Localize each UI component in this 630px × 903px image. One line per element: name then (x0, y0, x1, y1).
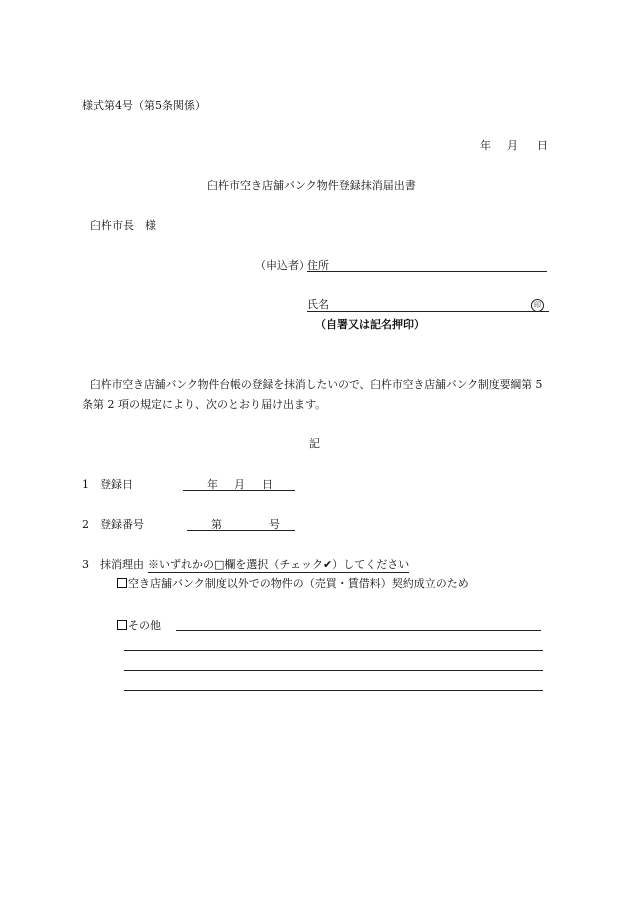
form-number: 様式第4号（第5条関係） (82, 99, 206, 112)
other-reason-line-4[interactable] (124, 690, 543, 691)
reason-option-contract[interactable] (117, 577, 469, 591)
body-line-2: 条第 2 項の規定により、次のとおり届け出ます。 (82, 398, 327, 411)
seal-icon: 印 (531, 299, 544, 312)
reason-option-contract-label: 空き店舗バンク制度以外での物件の（売買・賃借料）契約成立のため (128, 577, 469, 590)
date-year: 年 (480, 139, 491, 152)
name-label: 氏名 (307, 298, 329, 311)
checkbox-icon[interactable] (117, 578, 127, 588)
other-reason-line-2[interactable] (124, 650, 543, 651)
date-month: 月 (507, 139, 518, 152)
reason-option-other[interactable] (117, 619, 161, 633)
ki-heading: 記 (309, 437, 320, 450)
registration-no-line[interactable] (187, 530, 295, 531)
other-reason-line-1[interactable] (176, 630, 541, 631)
registration-date-label: 1 登録日 (82, 478, 133, 491)
address-line[interactable] (307, 271, 547, 272)
addressee: 臼杵市長 様 (90, 219, 156, 232)
body-line-1: 臼杵市空き店舗バンク物件台帳の登録を抹消したいので、臼杵市空き店舗バンク制度要綱第 5 (90, 378, 543, 391)
reason-instruction: ※いずれかの□欄を選択（チェック✔）してください (148, 558, 410, 571)
address-label: 住所 (307, 259, 329, 272)
registration-date-day: 日 (262, 478, 273, 491)
other-reason-line-3[interactable] (124, 670, 543, 671)
name-line[interactable] (307, 311, 549, 312)
seal-mark (531, 297, 544, 312)
registration-no-label: 2 登録番号 (82, 518, 144, 531)
checkbox-icon[interactable] (117, 620, 127, 630)
registration-date-month: 月 (234, 478, 245, 491)
reason-option-other-label: その他 (128, 619, 161, 632)
registration-date-line[interactable] (183, 490, 295, 491)
registration-no-prefix: 第 (211, 518, 222, 531)
reason-label: 3 抹消理由 (82, 558, 144, 571)
document-title: 臼杵市空き店舗バンク物件登録抹消届出書 (207, 179, 416, 192)
registration-date-year: 年 (207, 478, 218, 491)
signature-note: （自署又は記名押印） (315, 318, 425, 331)
registration-no-suffix: 号 (269, 518, 280, 531)
date-day: 日 (537, 139, 548, 152)
applicant-label: （申込者） (255, 259, 310, 272)
